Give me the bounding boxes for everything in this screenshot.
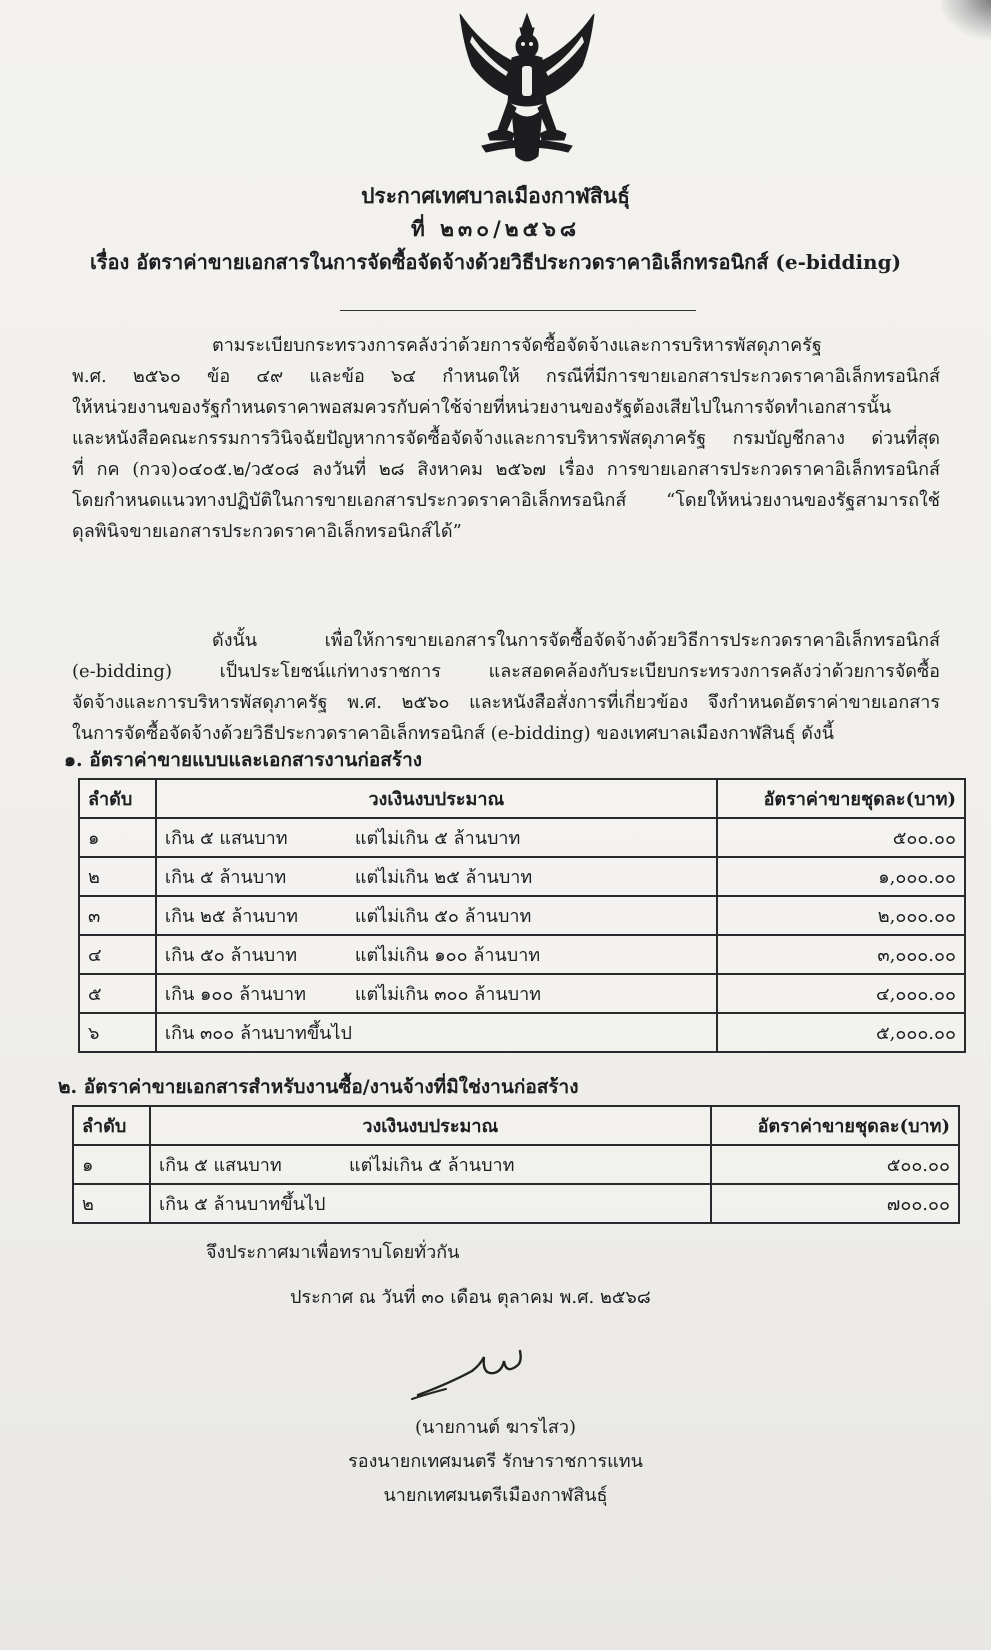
row-budget xyxy=(156,896,717,935)
table-row xyxy=(79,857,965,896)
page-corner-shadow xyxy=(941,0,991,40)
paragraph-line: ตามระเบียบกระทรวงการคลังว่าด้วยการจัดซื้อจัดจ้างและการบริหารพัสดุภาครัฐ xyxy=(212,335,822,356)
row-rate: ๕,๐๐๐.๐๐ xyxy=(717,1013,965,1052)
signatory-name: (นายกานต์ ฆารไสว) xyxy=(414,1417,576,1438)
row-rate: ๔,๐๐๐.๐๐ xyxy=(717,974,965,1013)
paragraph-line: พ.ศ. ๒๕๖๐ ข้อ ๔๙ และข้อ ๖๔ กำหนดให้ กรณีที่มีการขายเอกสารประกวดราคาอิเล็กทรอนิกส์ xyxy=(72,366,940,387)
budget-low: เกิน ๕ ล้านบาท xyxy=(164,867,287,888)
paragraph-line: (e-bidding) เป็นประโยชน์แก่ทางราชการ และสอดคล้องกับระเบียบกระทรวงการคลังว่าด้วยการจัดซื้อ xyxy=(72,661,940,682)
budget-low: เกิน ๒๕ ล้านบาท xyxy=(164,906,299,927)
table-row xyxy=(79,818,965,857)
row-budget xyxy=(150,1184,711,1223)
budget-low: เกิน ๕ แสนบาท xyxy=(164,828,288,849)
procurement-rates-table xyxy=(72,1105,960,1224)
row-order: ๔ xyxy=(79,935,156,974)
row-rate: ๒,๐๐๐.๐๐ xyxy=(717,896,965,935)
row-order: ๖ xyxy=(79,1013,156,1052)
header-budget: วงเงินงบประมาณ xyxy=(150,1106,711,1145)
announcement-date: ประกาศ ณ วันที่ ๓๐ เดือน ตุลาคม พ.ศ. ๒๕๖๘ xyxy=(290,1287,651,1308)
row-rate: ๗๐๐.๐๐ xyxy=(711,1184,959,1223)
closing-statement: จึงประกาศมาเพื่อทราบโดยทั่วกัน xyxy=(206,1242,460,1263)
table-row xyxy=(73,1145,959,1184)
budget-low: เกิน ๕ แสนบาท xyxy=(159,1155,282,1176)
signature-icon xyxy=(410,1335,570,1415)
paragraph-line: ในการจัดซื้อจัดจ้างด้วยวิธีประกวดราคาอิเล็กทรอนิกส์ (e-bidding) ของเทศบาลเมืองกาฬสินธุ์ ดังนี้ xyxy=(72,723,834,744)
budget-high: แต่ไม่เกิน ๕ ล้านบาท xyxy=(354,828,521,849)
section-2-title: ๒. อัตราค่าขายเอกสารสำหรับงานซื้อ/งานจ้างที่มิใช่งานก่อสร้าง xyxy=(58,1076,579,1098)
announcement-title: ประกาศเทศบาลเมืองกาฬสินธุ์ xyxy=(361,183,630,208)
table-header-row xyxy=(73,1106,959,1145)
row-rate: ๓,๐๐๐.๐๐ xyxy=(717,935,965,974)
budget-low: เกิน ๑๐๐ ล้านบาท xyxy=(164,984,306,1005)
header-order: ลำดับ xyxy=(79,779,156,818)
table-row xyxy=(79,1013,965,1052)
announcement-number: ที่ ๒๓๐/๒๕๖๘ xyxy=(410,216,581,241)
row-budget xyxy=(156,857,717,896)
budget-high: แต่ไม่เกิน ๑๐๐ ล้านบาท xyxy=(354,945,541,966)
row-budget xyxy=(156,974,717,1013)
row-order: ๑ xyxy=(73,1145,150,1184)
paragraph-line: โดยกำหนดแนวทางปฏิบัติในการขายเอกสารประกวดราคาอิเล็กทรอนิกส์ “โดยให้หน่วยงานของรัฐสามารถใช้ xyxy=(72,490,940,511)
paragraph-line: ที่ กค (กวจ)๐๔๐๕.๒/ว๕๐๘ ลงวันที่ ๒๘ สิงหาคม ๒๕๖๗ เรื่อง การขายเอกสารประกวดราคาอิเล็กทรอนิกส์ xyxy=(72,459,940,480)
divider-line xyxy=(340,310,696,311)
table-row xyxy=(79,974,965,1013)
table-row xyxy=(79,896,965,935)
budget-low: เกิน ๕ ล้านบาทขึ้นไป xyxy=(159,1194,326,1215)
header-budget: วงเงินงบประมาณ xyxy=(156,779,717,818)
budget-high: แต่ไม่เกิน ๕ ล้านบาท xyxy=(349,1155,515,1176)
header-rate: อัตราค่าขายชุดละ(บาท) xyxy=(711,1106,959,1145)
row-order: ๕ xyxy=(79,974,156,1013)
row-order: ๒ xyxy=(73,1184,150,1223)
row-rate: ๕๐๐.๐๐ xyxy=(717,818,965,857)
section-1-title: ๑. อัตราค่าขายแบบและเอกสารงานก่อสร้าง xyxy=(64,749,423,771)
budget-high: แต่ไม่เกิน ๒๕ ล้านบาท xyxy=(354,867,533,888)
row-order: ๓ xyxy=(79,896,156,935)
paragraph-1 xyxy=(72,330,940,547)
row-budget xyxy=(150,1145,711,1184)
signatory-position: รองนายกเทศมนตรี รักษาราชการแทน xyxy=(348,1451,643,1472)
budget-low: เกิน ๓๐๐ ล้านบาทขึ้นไป xyxy=(164,1023,352,1044)
paragraph-line: ให้หน่วยงานของรัฐกำหนดราคาพอสมควรกับค่าใช้จ่ายที่หน่วยงานของรัฐต้องเสียไปในการจัดทำเอกสารนั้น xyxy=(72,397,892,418)
row-budget xyxy=(156,935,717,974)
signatory-office: นายกเทศมนตรีเมืองกาฬสินธุ์ xyxy=(383,1485,608,1506)
paragraph-line: ดุลพินิจขายเอกสารประกวดราคาอิเล็กทรอนิกส์ได้” xyxy=(72,521,462,542)
row-budget xyxy=(156,1013,717,1052)
header-order: ลำดับ xyxy=(73,1106,150,1145)
construction-rates-table xyxy=(78,778,966,1053)
table-header-row xyxy=(79,779,965,818)
table-row xyxy=(79,935,965,974)
budget-high: แต่ไม่เกิน ๓๐๐ ล้านบาท xyxy=(354,984,542,1005)
row-order: ๑ xyxy=(79,818,156,857)
row-rate: ๕๐๐.๐๐ xyxy=(711,1145,959,1184)
paragraph-2 xyxy=(72,625,940,749)
paragraph-line: ดังนั้น เพื่อให้การขายเอกสารในการจัดซื้อจัดจ้างด้วยวิธีการประกวดราคาอิเล็กทรอนิกส์ xyxy=(212,630,940,651)
row-rate: ๑,๐๐๐.๐๐ xyxy=(717,857,965,896)
garuda-emblem-icon xyxy=(442,6,612,174)
paragraph-line: และหนังสือคณะกรรมการวินิจฉัยปัญหาการจัดซื้อจัดจ้างและการบริหารพัสดุภาครัฐ กรมบัญชีกลาง ด่วนที่สุด xyxy=(72,428,940,449)
row-budget xyxy=(156,818,717,857)
row-order: ๒ xyxy=(79,857,156,896)
table-row xyxy=(73,1184,959,1223)
budget-high: แต่ไม่เกิน ๕๐ ล้านบาท xyxy=(354,906,532,927)
budget-low: เกิน ๕๐ ล้านบาท xyxy=(164,945,298,966)
paragraph-line: จัดจ้างและการบริหารพัสดุภาครัฐ พ.ศ. ๒๕๖๐ และหนังสือสั่งการที่เกี่ยวข้อง จึงกำหนดอัตราค่าขายเอกสาร xyxy=(72,692,940,713)
header-rate: อัตราค่าขายชุดละ(บาท) xyxy=(717,779,965,818)
announcement-subject: เรื่อง อัตราค่าขายเอกสารในการจัดซื้อจัดจ้างด้วยวิธีประกวดราคาอิเล็กทรอนิกส์ (e-bidding) xyxy=(89,250,902,274)
